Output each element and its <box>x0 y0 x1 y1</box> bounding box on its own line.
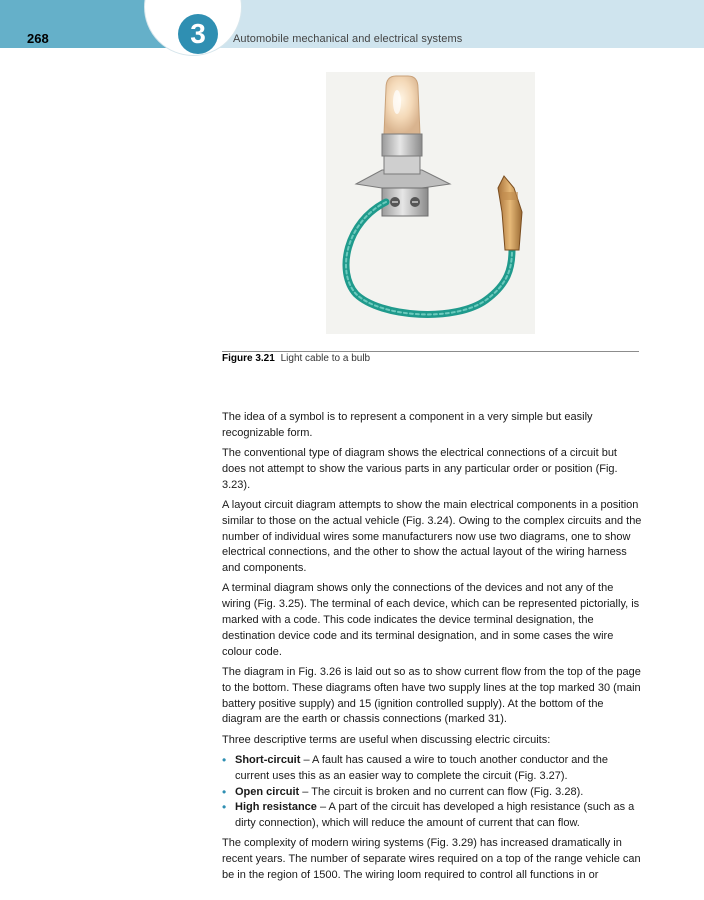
list-item <box>222 785 642 801</box>
running-title: Automobile mechanical and electrical systems <box>233 33 463 45</box>
figure-caption-text: Light cable to a bulb <box>280 353 371 364</box>
paragraph: A layout circuit diagram attempts to show the main electrical components in a position similar to those on the actual vehicle (Fig. 3.24). Owing to the complex circuits and the number of individual wires some manufacturers now use two diagrams, one to show electrical connections, and the other to show the actual layout of the wiring harness and components. <box>222 498 642 575</box>
paragraph: The conventional type of diagram shows the electrical connections of a circuit but does not attempt to show the various parts in any particular order or position (Fig. 3.23). <box>222 447 618 491</box>
term-high-resistance: High resistance <box>235 801 317 814</box>
bullet-icon: • <box>222 752 227 767</box>
caption-rule <box>222 351 639 352</box>
body-text <box>222 410 642 888</box>
term-definition: – A part of the circuit has developed a high resistance (such as a dirty connection), which will reduce the amount of current that can flow. <box>235 801 635 830</box>
circuit-terms-list <box>222 753 642 832</box>
term-definition: – A fault has caused a wire to touch another conductor and the current uses this as an easier way to complete the circuit (Fig. 3.27). <box>235 753 609 782</box>
list-item <box>222 753 642 785</box>
paragraph: The idea of a symbol is to represent a component in a very simple but easily recognizable form. <box>222 411 593 439</box>
term-open-circuit: Open circuit <box>235 785 300 798</box>
list-item <box>222 800 642 832</box>
term-definition: – The circuit is broken and no current can flow (Fig. 3.28). <box>299 785 584 798</box>
bulb-cable-illustration <box>326 72 535 334</box>
page-number: 268 <box>27 31 49 46</box>
paragraph: The complexity of modern wiring systems (Fig. 3.29) has increased dramatically in recent years. The number of separate wires required on a top of the range vehicle can be in the region of 1500. The wiring loom required to control all functions in or <box>222 837 641 882</box>
figure-photo-bulb-cable <box>326 72 535 334</box>
paragraph: A terminal diagram shows only the connections of the devices and not any of the wiring (Fig. 3.25). The terminal of each device, which can be represented pictorially, is marked with a code. This code indicates the device terminal designation, the destination device code and its terminal designation, and in some cases the wire colour code. <box>222 582 640 658</box>
paragraph: The diagram in Fig. 3.26 is laid out so as to show current flow from the top of the page to the bottom. These diagrams often have two supply lines at the top marked 30 (main battery positive supply) and 15 (ignition controlled supply). At the bottom of the diagram are the earth or chassis connections (marked 31). <box>222 665 641 726</box>
bullet-icon: • <box>222 784 227 799</box>
paragraph: Three descriptive terms are useful when discussing electric circuits: <box>222 733 551 746</box>
figure-label: Figure 3.21 <box>222 353 275 364</box>
term-short-circuit: Short-circuit <box>235 753 301 766</box>
bullet-icon: • <box>222 800 227 815</box>
figure-caption <box>222 353 370 364</box>
chapter-number-badge: 3 <box>178 14 218 54</box>
